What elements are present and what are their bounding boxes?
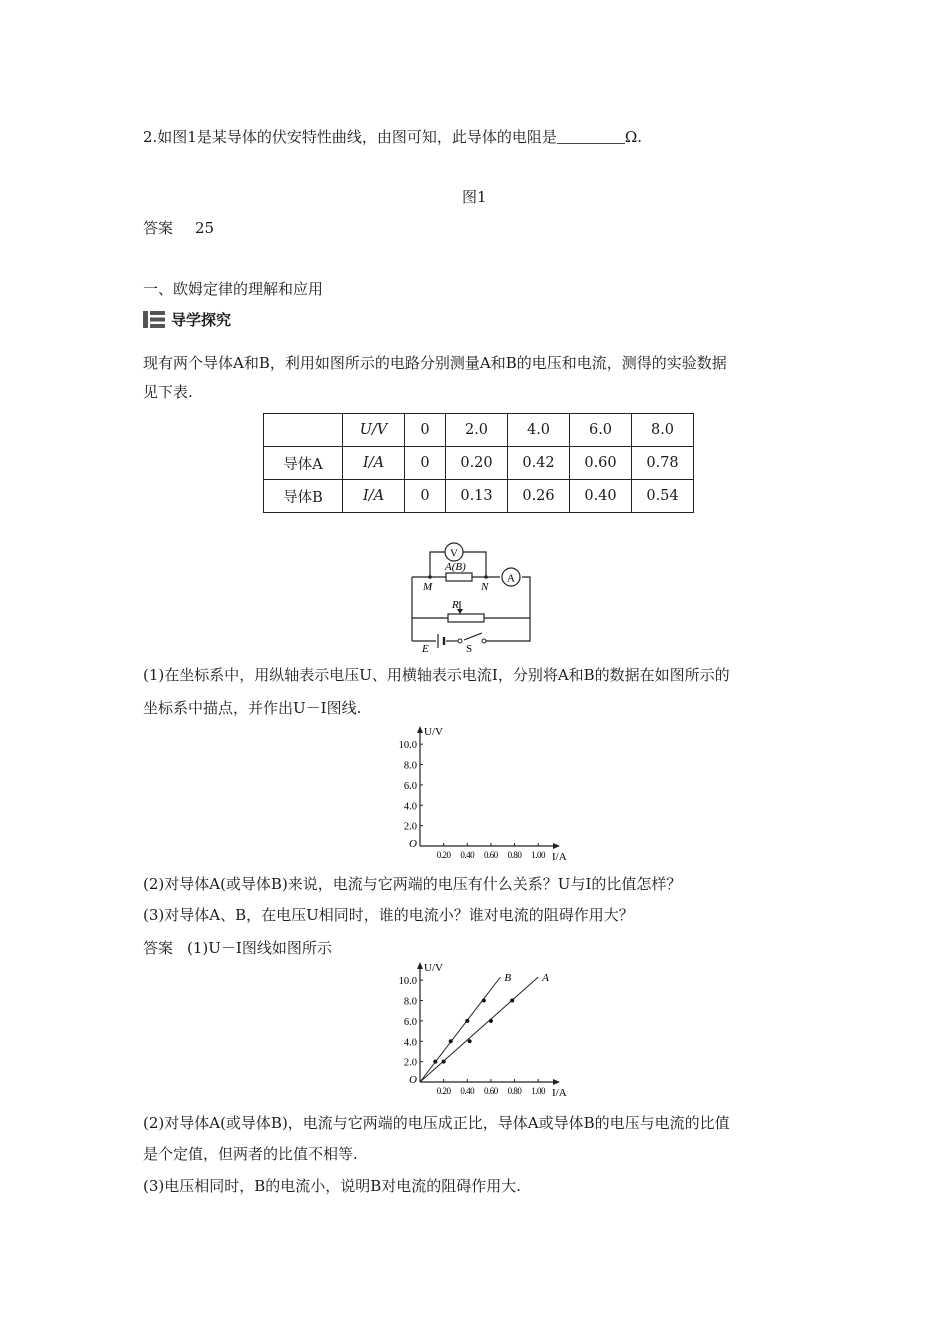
series-label-A: A: [542, 972, 549, 985]
node-m-dot: [428, 575, 432, 579]
y-axis-arrow-icon: [417, 726, 423, 733]
y-axis-arrow-icon: [417, 962, 423, 969]
data-point-B: [482, 999, 486, 1003]
voltmeter-label: V: [450, 547, 458, 560]
answer-1: [143, 937, 332, 959]
x-tick-label: 0.80: [507, 1086, 522, 1096]
data-table: [263, 413, 694, 513]
resistor-icon: [446, 573, 472, 581]
y-tick-label: 4.0: [403, 1037, 417, 1049]
table-cell: 0.13: [446, 480, 508, 513]
u-i-line-chart: [367, 962, 567, 1102]
table-cell: I/A: [343, 480, 405, 513]
data-point-A: [468, 1039, 472, 1043]
table-cell: U/V: [343, 414, 405, 447]
y-tick-label: 8.0: [403, 760, 417, 772]
q1-line-2: 坐标系中描点，并作出U－I图线.: [143, 699, 362, 717]
node-n-dot: [484, 575, 488, 579]
table-cell: 0.40: [570, 480, 632, 513]
rheostat-label: R: [452, 599, 459, 611]
x-axis-arrow-icon: [553, 843, 560, 849]
table-cell: 0: [405, 414, 446, 447]
x-tick-label: 0.80: [507, 850, 522, 860]
y-tick-label: 2.0: [403, 1057, 417, 1069]
table-header-row: [264, 414, 694, 447]
q1-line-1: (1)在坐标系中，用纵轴表示电压U、用横轴表示电流I，分别将A和B的数据在如图所示的: [143, 666, 730, 684]
origin-label: O: [409, 1074, 417, 1086]
series-label-B: B: [504, 972, 512, 985]
x-tick-label: 0.40: [460, 1086, 475, 1096]
answer-blank: [557, 129, 625, 144]
empty-coordinate-chart: [367, 726, 567, 866]
answer-3: (3)电压相同时，B的电流小，说明B对电流的阻碍作用大.: [143, 1177, 522, 1195]
intro-line-1: 现有两个导体A和B，利用如图所示的电路分别测量A和B的电压和电流，测得的实验数据: [143, 354, 727, 372]
table-cell: 0: [405, 480, 446, 513]
x-tick-label: 0.60: [484, 850, 498, 860]
battery-label: E: [422, 643, 429, 654]
answer-label: 答案: [143, 219, 174, 237]
switch-icon: [458, 639, 462, 643]
series-line-A: [420, 977, 538, 1082]
data-point-A: [442, 1060, 446, 1064]
x-tick-label: 0.60: [484, 1086, 498, 1096]
q3-text: (3)对导体A、B，在电压U相同时，谁的电流小？谁对电流的阻碍作用大？: [143, 906, 634, 924]
x-axis-label: I/A: [552, 851, 567, 863]
y-tick-label: 6.0: [403, 780, 417, 792]
table-cell: 0.54: [632, 480, 694, 513]
table-cell: 4.0: [508, 414, 570, 447]
question-2-unit: Ω.: [624, 128, 643, 146]
table-cell: 0.78: [632, 447, 694, 480]
table-cell: 0.20: [446, 447, 508, 480]
table-cell: 2.0: [446, 414, 508, 447]
x-tick-label: 0.20: [436, 1086, 451, 1096]
section-title: 一、欧姆定律的理解和应用: [143, 280, 324, 298]
y-tick-label: 8.0: [403, 996, 417, 1008]
table-row: [264, 480, 694, 513]
table-cell: 0.42: [508, 447, 570, 480]
answer-2-line-1: (2)对导体A(或导体B)，电流与它两端的电压成正比，导体A或导体B的电压与电流的比值: [143, 1114, 730, 1132]
circuit-diagram: [400, 538, 540, 654]
answer-1-text: (1)U－I图线如图所示: [187, 939, 332, 957]
question-2: [143, 126, 642, 148]
question-2-answer: [143, 217, 214, 239]
answer-2-line-2: 是个定值，但两者的比值不相等.: [143, 1145, 358, 1163]
node-m-label: M: [423, 581, 433, 593]
data-point-B: [465, 1019, 469, 1023]
table-cell: [264, 414, 343, 447]
answer-label: 答案: [143, 939, 174, 957]
y-axis-label: U/V: [424, 962, 443, 974]
table-cell: I/A: [343, 447, 405, 480]
table-cell: 导体A: [264, 447, 343, 480]
ammeter-label: A: [507, 572, 515, 585]
section-marker-icon: [143, 311, 165, 328]
node-n-label: N: [481, 581, 489, 593]
question-2-text: 2.如图1是某导体的伏安特性曲线，由图可知，此导体的电阻是: [143, 128, 557, 146]
answer-value: 25: [195, 219, 215, 237]
table-cell: 0.60: [570, 447, 632, 480]
y-tick-label: 10.0: [398, 740, 417, 752]
data-point-A: [510, 999, 514, 1003]
y-axis-label: U/V: [424, 726, 443, 738]
subhead-label: 导学探究: [171, 311, 232, 329]
intro-line-2: 见下表.: [143, 383, 193, 401]
x-axis-arrow-icon: [553, 1079, 560, 1085]
table-cell: 8.0: [632, 414, 694, 447]
x-tick-label: 0.20: [436, 850, 451, 860]
y-tick-label: 10.0: [398, 976, 417, 988]
data-point-B: [449, 1039, 453, 1043]
x-tick-label: 0.40: [460, 850, 475, 860]
y-tick-label: 4.0: [403, 801, 417, 813]
subhead: [143, 309, 231, 331]
table-cell: 导体B: [264, 480, 343, 513]
y-tick-label: 6.0: [403, 1016, 417, 1028]
data-point-B: [433, 1060, 437, 1064]
rheostat-icon: [448, 614, 484, 622]
table-cell: 6.0: [570, 414, 632, 447]
table-cell: 0: [405, 447, 446, 480]
series-line-B: [420, 977, 500, 1082]
q2-text: (2)对导体A(或导体B)来说，电流与它两端的电压有什么关系？U与I的比值怎样？: [143, 875, 682, 893]
x-tick-label: 1.00: [531, 850, 546, 860]
data-point-A: [489, 1019, 493, 1023]
x-tick-label: 1.00: [531, 1086, 546, 1096]
x-axis-label: I/A: [552, 1087, 567, 1099]
y-tick-label: 2.0: [403, 821, 417, 833]
figure-1-caption: 图1: [462, 188, 487, 206]
resistor-label: A(B): [445, 561, 466, 573]
switch-label: S: [466, 643, 473, 654]
table-cell: 0.26: [508, 480, 570, 513]
origin-label: O: [409, 838, 417, 850]
table-row: [264, 447, 694, 480]
